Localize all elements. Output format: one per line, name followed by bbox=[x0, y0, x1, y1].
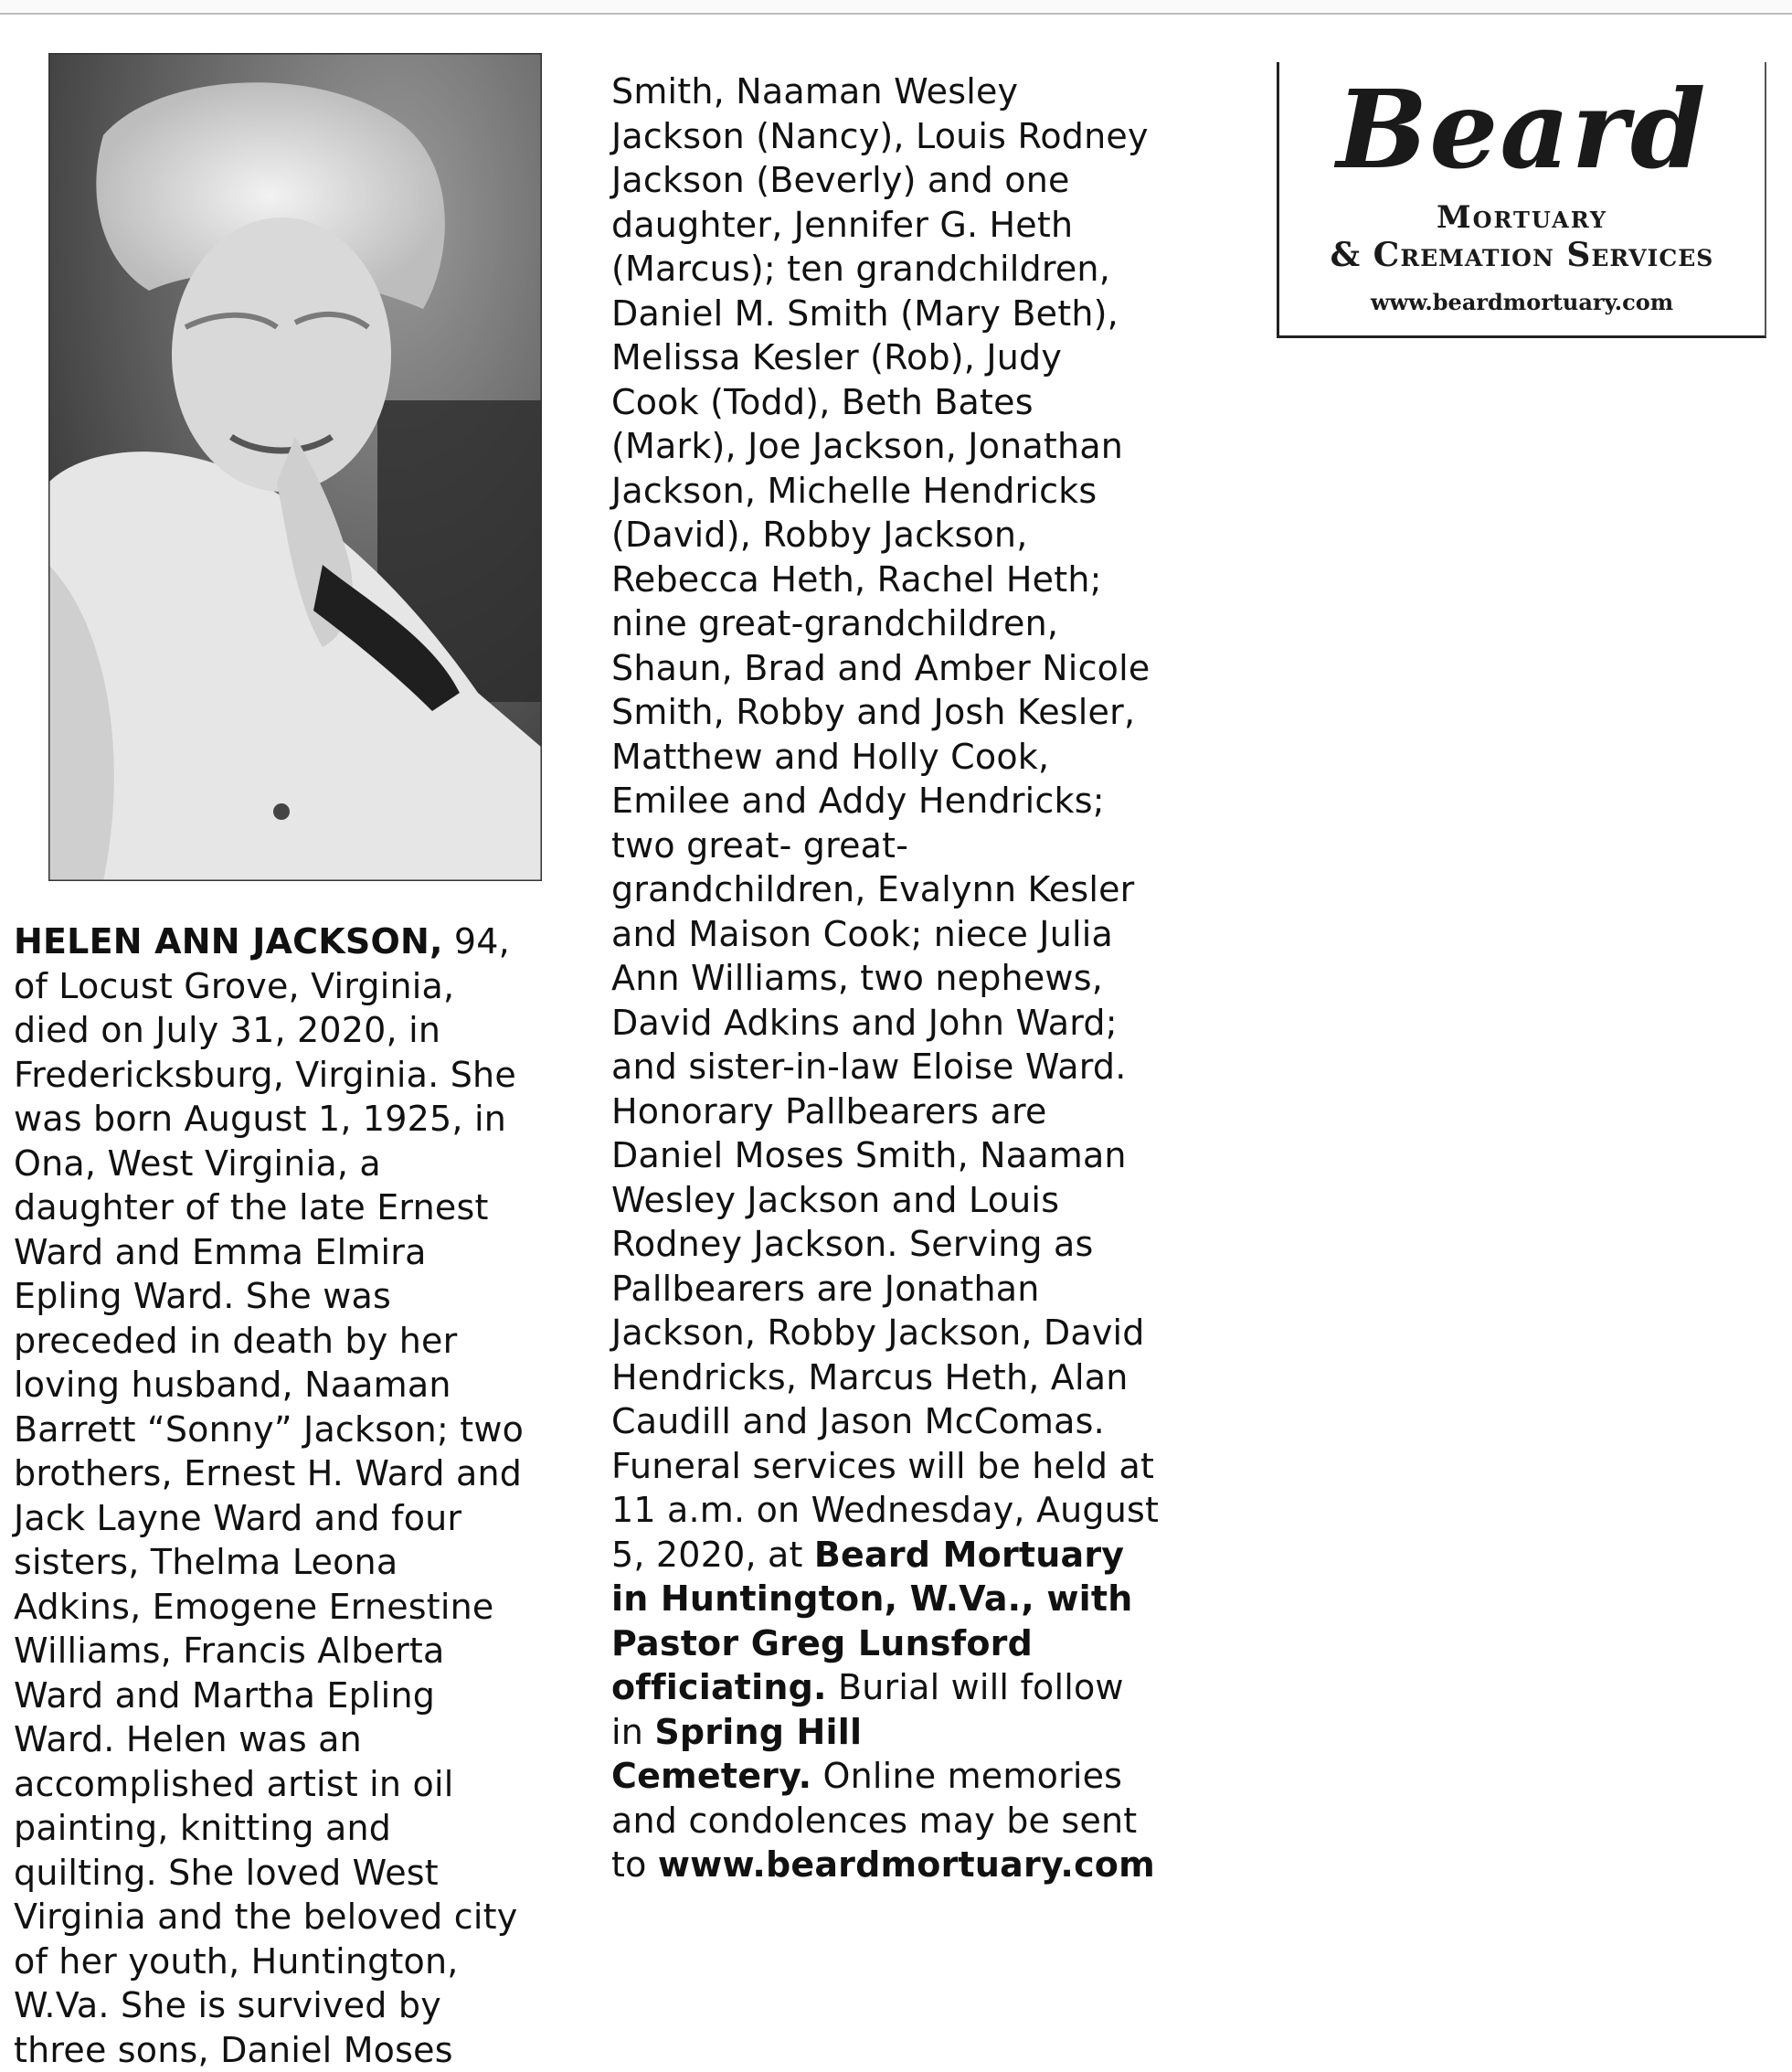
text-run: Ward and Martha Epling bbox=[14, 1674, 436, 1716]
text-run: three sons, Daniel Moses bbox=[14, 2029, 453, 2070]
obituary-text-line bbox=[611, 114, 1205, 159]
obituary-text-line bbox=[611, 1665, 1205, 1710]
obituary-portrait-photo bbox=[48, 53, 542, 881]
obituary-text-line bbox=[611, 912, 1205, 957]
text-run: quilting. She loved West bbox=[14, 1852, 439, 1893]
bold-text-run: in Huntington, W.Va., with bbox=[611, 1578, 1133, 1619]
obituary-text-line bbox=[611, 1399, 1205, 1444]
obituary-text-line bbox=[611, 1754, 1205, 1799]
beard-mortuary-logo bbox=[1277, 62, 1766, 338]
text-run: Rebecca Heth, Rachel Heth; bbox=[611, 558, 1102, 600]
obituary-text-line bbox=[611, 1222, 1205, 1267]
text-run: Ward and Emma Elmira bbox=[14, 1231, 427, 1272]
text-run: Ona, West Virginia, a bbox=[14, 1142, 381, 1184]
text-run: died on July 31, 2020, in bbox=[14, 1010, 441, 1050]
obituary-text-line bbox=[611, 292, 1205, 336]
text-run: Online memories bbox=[811, 1756, 1123, 1796]
text-run: Honorary Pallbearers are bbox=[611, 1090, 1047, 1132]
obituary-text-line bbox=[14, 1363, 553, 1408]
obituary-text-line bbox=[611, 601, 1205, 646]
logo-script-wordmark: Beard bbox=[1336, 66, 1708, 193]
bold-text-run: Cemetery. bbox=[611, 1756, 812, 1796]
text-run: accomplished artist in oil bbox=[14, 1763, 454, 1804]
obituary-text-line bbox=[611, 424, 1205, 469]
text-run: Pallbearers are Jonathan bbox=[611, 1268, 1040, 1309]
text-run: Virginia and the beloved city bbox=[14, 1897, 518, 1937]
obituary-text-line bbox=[611, 203, 1205, 248]
portrait-image bbox=[48, 53, 542, 881]
obituary-text-line bbox=[14, 2028, 553, 2072]
obituary-text-line bbox=[14, 1895, 553, 1939]
obituary-text-line bbox=[611, 558, 1205, 602]
obituary-text-line bbox=[611, 247, 1205, 292]
obituary-text-line bbox=[611, 646, 1205, 691]
text-run: Caudill and Jason McComas. bbox=[611, 1401, 1105, 1441]
text-run: Adkins, Emogene Ernestine bbox=[14, 1586, 494, 1627]
text-run: Emilee and Addy Hendricks; bbox=[611, 781, 1105, 821]
text-run: daughter, Jennifer G. Heth bbox=[611, 204, 1074, 245]
obituary-text-line bbox=[14, 1762, 553, 1807]
obituary-text-line bbox=[611, 1444, 1205, 1489]
text-run: and sister-in-law Eloise Ward. bbox=[611, 1047, 1127, 1087]
text-run: Williams, Francis Alberta bbox=[14, 1631, 445, 1671]
obituary-text-line bbox=[14, 1408, 553, 1452]
obituary-text-line bbox=[611, 69, 1205, 114]
obituary-text-line bbox=[14, 1983, 553, 2028]
obituary-text-line bbox=[611, 158, 1205, 203]
text-run: Hendricks, Marcus Heth, Alan bbox=[611, 1356, 1129, 1397]
obituary-text-line bbox=[611, 823, 1205, 868]
text-run: David Adkins and John Ward; bbox=[611, 1002, 1118, 1043]
obituary-text-line bbox=[611, 1311, 1205, 1355]
obituary-text-line bbox=[14, 1185, 553, 1230]
obituary-text-line bbox=[611, 1267, 1205, 1312]
bold-text-run: officiating. bbox=[611, 1667, 827, 1707]
text-run: preceded in death by her bbox=[14, 1320, 458, 1361]
bold-text-run: Beard Mortuary bbox=[813, 1534, 1125, 1575]
logo-mortuary-text: Mortuary bbox=[1436, 199, 1608, 236]
obituary-text-line bbox=[14, 1008, 553, 1053]
text-run: Jackson, Robby Jackson, David bbox=[611, 1312, 1145, 1353]
obituary-text-line bbox=[611, 1533, 1205, 1578]
obituary-text-line bbox=[14, 1717, 553, 1762]
obituary-text-line bbox=[14, 1142, 553, 1186]
text-run: Jackson, Michelle Hendricks bbox=[611, 470, 1097, 511]
text-run: Epling Ward. She was bbox=[14, 1276, 392, 1316]
text-run: Ann Williams, two nephews, bbox=[611, 958, 1103, 998]
text-run: in bbox=[611, 1711, 655, 1752]
obituary-text-line bbox=[611, 1089, 1205, 1134]
obituary-text-line bbox=[611, 469, 1205, 514]
text-run: and Maison Cook; niece Julia bbox=[611, 913, 1113, 954]
text-run: Burial will follow bbox=[826, 1667, 1124, 1707]
text-run: (David), Robby Jackson, bbox=[611, 515, 1028, 555]
text-run: (Mark), Joe Jackson, Jonathan bbox=[611, 426, 1124, 466]
obituary-text-line bbox=[611, 335, 1205, 380]
obituary-text-line bbox=[14, 1851, 553, 1896]
text-run: Cook (Todd), Beth Bates bbox=[611, 381, 1034, 422]
obituary-text-line bbox=[14, 1274, 553, 1319]
text-run: and condolences may be sent bbox=[611, 1800, 1138, 1841]
obituary-text-line bbox=[14, 1939, 553, 1984]
text-run: Melissa Kesler (Rob), Judy bbox=[611, 337, 1063, 377]
text-run: Jackson (Beverly) and one bbox=[611, 160, 1070, 200]
obituary-text-line bbox=[611, 1355, 1205, 1400]
obituary-text-line bbox=[14, 1451, 553, 1496]
obituary-text-line bbox=[14, 1097, 553, 1142]
obituary-text-line bbox=[611, 1577, 1205, 1621]
text-run: W.Va. She is survived by bbox=[14, 1985, 441, 2025]
text-run: Jack Layne Ward and four bbox=[14, 1497, 462, 1538]
obituary-text-line bbox=[611, 1799, 1205, 1844]
text-run: nine great-grandchildren, bbox=[611, 603, 1059, 643]
obituary-text-line bbox=[611, 1843, 1205, 1887]
obituary-text-line bbox=[14, 919, 553, 964]
logo-cremation-text: & Cremation Services bbox=[1330, 236, 1714, 274]
bold-text-run: www.beardmortuary.com bbox=[657, 1844, 1155, 1885]
text-run: Rodney Jackson. Serving as bbox=[611, 1224, 1094, 1264]
text-run: painting, knitting and bbox=[14, 1808, 392, 1848]
obituary-text-line bbox=[611, 1001, 1205, 1046]
text-run: Jackson (Nancy), Louis Rodney bbox=[611, 115, 1149, 156]
obituary-text-line bbox=[611, 1045, 1205, 1089]
text-run: (Marcus); ten grandchildren, bbox=[611, 249, 1110, 289]
obituary-text-line bbox=[611, 735, 1205, 780]
text-run: of her youth, Huntington, bbox=[14, 1940, 459, 1982]
bold-text-run: Pastor Greg Lunsford bbox=[611, 1622, 1033, 1663]
obituary-text-line bbox=[14, 1496, 553, 1541]
obituary-text-line bbox=[611, 779, 1205, 823]
obituary-text-line bbox=[14, 1585, 553, 1630]
obituary-text-line bbox=[14, 1540, 553, 1585]
obituary-text-line bbox=[14, 1319, 553, 1364]
text-run: was born August 1, 1925, in bbox=[14, 1099, 507, 1139]
obituary-text-line bbox=[611, 1133, 1205, 1178]
text-run: sisters, Thelma Leona bbox=[14, 1542, 398, 1582]
text-run: 94, bbox=[442, 921, 510, 962]
text-run: to bbox=[611, 1844, 658, 1885]
obituary-text-line bbox=[611, 956, 1205, 1001]
obituary-text-line bbox=[611, 1710, 1205, 1755]
text-run: Daniel Moses Smith, Naaman bbox=[611, 1135, 1127, 1175]
obituary-text-line bbox=[611, 1178, 1205, 1223]
text-run: brothers, Ernest H. Ward and bbox=[14, 1453, 523, 1493]
text-run: Funeral services will be held at bbox=[611, 1445, 1155, 1486]
bold-text-run: Spring Hill bbox=[654, 1711, 863, 1752]
obituary-text-line bbox=[14, 1806, 553, 1851]
text-run: Smith, Naaman Wesley bbox=[611, 71, 1019, 112]
text-run: 5, 2020, at bbox=[611, 1534, 814, 1575]
obituary-text-line bbox=[611, 380, 1205, 425]
text-run: loving husband, Naaman bbox=[14, 1365, 451, 1405]
obituary-text-line bbox=[611, 867, 1205, 912]
obituary-text-line bbox=[14, 964, 553, 1009]
page-top-edge bbox=[0, 0, 1792, 15]
text-run: 11 a.m. on Wednesday, August bbox=[611, 1490, 1160, 1530]
text-run: Fredericksburg, Virginia. She bbox=[14, 1054, 516, 1095]
obituary-text-line bbox=[14, 1629, 553, 1674]
text-run: daughter of the late Ernest bbox=[14, 1187, 489, 1227]
obituary-text-line bbox=[611, 1621, 1205, 1666]
logo-website-text: www.beardmortuary.com bbox=[1370, 289, 1674, 315]
text-run: Wesley Jackson and Louis bbox=[611, 1179, 1060, 1220]
text-run: Barrett “Sonny” Jackson; two bbox=[14, 1408, 525, 1450]
text-run: Ward. Helen was an bbox=[14, 1719, 362, 1759]
bold-text-run: HELEN ANN JACKSON, bbox=[14, 921, 443, 962]
obituary-column-middle bbox=[611, 69, 1205, 1887]
text-run: Shaun, Brad and Amber Nicole bbox=[611, 647, 1150, 688]
text-run: two great- great- bbox=[611, 824, 909, 866]
obituary-text-line bbox=[611, 1488, 1205, 1533]
text-run: Smith, Robby and Josh Kesler, bbox=[611, 692, 1136, 732]
text-run: Daniel M. Smith (Mary Beth), bbox=[611, 292, 1119, 334]
text-run: of Locust Grove, Virginia, bbox=[14, 965, 455, 1006]
obituary-text-line bbox=[611, 513, 1205, 558]
text-run: grandchildren, Evalynn Kesler bbox=[611, 869, 1135, 909]
obituary-text-line bbox=[14, 1674, 553, 1718]
obituary-column-left bbox=[14, 919, 553, 2072]
obituary-text-line bbox=[14, 1053, 553, 1098]
text-run: Matthew and Holly Cook, bbox=[611, 736, 1050, 777]
obituary-text-line bbox=[14, 1230, 553, 1275]
obituary-text-line bbox=[611, 690, 1205, 735]
